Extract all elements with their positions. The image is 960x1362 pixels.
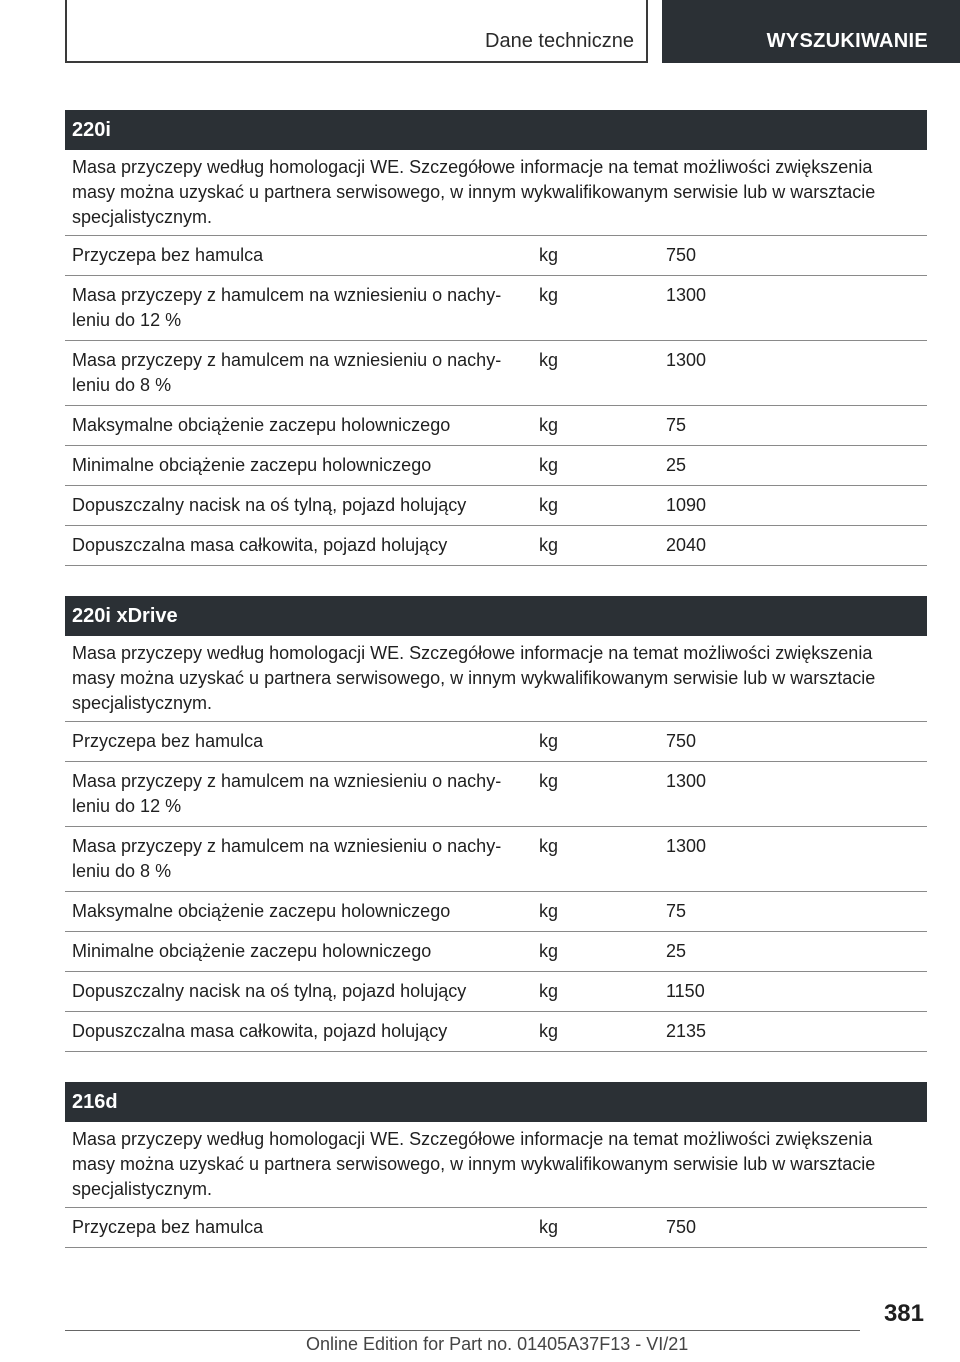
row-unit: kg bbox=[539, 1021, 559, 1041]
chapter-tab[interactable] bbox=[65, 0, 648, 63]
table-row bbox=[65, 762, 927, 827]
row-label: Masa przyczepy z hamulcem na wzniesieniu o nachy-leniu do 12 % bbox=[72, 771, 502, 816]
row-value: 1300 bbox=[666, 285, 707, 305]
row-unit: kg bbox=[539, 350, 559, 370]
edition-text: Online Edition for Part no. 01405A37F13 - VI/21 bbox=[306, 1334, 689, 1354]
row-unit: kg bbox=[539, 1217, 559, 1237]
search-tab[interactable] bbox=[662, 0, 960, 63]
row-label: Maksymalne obciążenie zaczepu holowniczego bbox=[72, 415, 451, 435]
row-value: 750 bbox=[666, 731, 697, 751]
row-label: Przyczepa bez hamulca bbox=[72, 731, 264, 751]
row-value: 2040 bbox=[666, 535, 707, 555]
row-label: Minimalne obciążenie zaczepu holowniczego bbox=[72, 455, 432, 475]
table-row bbox=[65, 892, 927, 932]
row-value: 1300 bbox=[666, 771, 707, 791]
section-description: Masa przyczepy według homologacji WE. Szczegółowe informacje na temat możliwości zwiększenia masy można uzyskać u partnera serwisowego, w innym wykwalifikowanym serwisie lub w warsztacie specjalistycznym. bbox=[65, 1122, 927, 1208]
table-row bbox=[65, 341, 927, 406]
row-value: 750 bbox=[666, 1217, 697, 1237]
table-row bbox=[65, 932, 927, 972]
table-row bbox=[65, 827, 927, 892]
section-title: 220i bbox=[65, 110, 927, 150]
row-label: Masa przyczepy z hamulcem na wzniesieniu o nachy-leniu do 12 % bbox=[72, 285, 502, 330]
row-label: Przyczepa bez hamulca bbox=[72, 245, 264, 265]
search-label: WYSZUKIWANIE bbox=[766, 30, 928, 52]
section-title: 216d bbox=[65, 1082, 927, 1122]
spec-content bbox=[65, 110, 927, 1278]
table-row bbox=[65, 446, 927, 486]
table-row bbox=[65, 526, 927, 566]
row-label: Dopuszczalny nacisk na oś tylną, pojazd holujący bbox=[72, 981, 467, 1001]
spec-section bbox=[65, 596, 927, 1052]
table-row bbox=[65, 1208, 927, 1248]
row-unit: kg bbox=[539, 901, 559, 921]
spec-section bbox=[65, 110, 927, 566]
row-unit: kg bbox=[539, 981, 559, 1001]
page-header bbox=[0, 0, 960, 66]
row-value: 25 bbox=[666, 455, 687, 475]
table-row bbox=[65, 486, 927, 526]
row-value: 750 bbox=[666, 245, 697, 265]
row-unit: kg bbox=[539, 285, 559, 305]
row-unit: kg bbox=[539, 245, 559, 265]
row-unit: kg bbox=[539, 836, 559, 856]
row-label: Dopuszczalna masa całkowita, pojazd holujący bbox=[72, 1021, 448, 1041]
row-value: 1300 bbox=[666, 350, 707, 370]
row-unit: kg bbox=[539, 771, 559, 791]
table-row bbox=[65, 236, 927, 276]
row-value: 1150 bbox=[666, 981, 705, 1001]
table-row bbox=[65, 1012, 927, 1052]
row-unit: kg bbox=[539, 455, 559, 475]
row-unit: kg bbox=[539, 495, 559, 515]
spec-section bbox=[65, 1082, 927, 1248]
row-value: 2135 bbox=[666, 1021, 707, 1041]
row-value: 75 bbox=[666, 901, 687, 921]
row-label: Dopuszczalny nacisk na oś tylną, pojazd holujący bbox=[72, 495, 467, 515]
page-footer bbox=[0, 1290, 960, 1362]
row-label: Maksymalne obciążenie zaczepu holowniczego bbox=[72, 901, 451, 921]
row-value: 75 bbox=[666, 415, 687, 435]
page-number: 381 bbox=[883, 1300, 924, 1327]
row-value: 1090 bbox=[666, 495, 707, 515]
section-description: Masa przyczepy według homologacji WE. Szczegółowe informacje na temat możliwości zwiększenia masy można uzyskać u partnera serwisowego, w innym wykwalifikowanym serwisie lub w warsztacie specjalistycznym. bbox=[65, 636, 927, 722]
row-label: Przyczepa bez hamulca bbox=[72, 1217, 264, 1237]
row-label: Dopuszczalna masa całkowita, pojazd holujący bbox=[72, 535, 448, 555]
row-unit: kg bbox=[539, 415, 559, 435]
table-row bbox=[65, 276, 927, 341]
table-row bbox=[65, 722, 927, 762]
row-label: Minimalne obciążenie zaczepu holowniczego bbox=[72, 941, 432, 961]
table-row bbox=[65, 406, 927, 446]
row-label: Masa przyczepy z hamulcem na wzniesieniu o nachy-leniu do 8 % bbox=[72, 836, 502, 881]
table-row bbox=[65, 972, 927, 1012]
row-unit: kg bbox=[539, 731, 559, 751]
section-description: Masa przyczepy według homologacji WE. Szczegółowe informacje na temat możliwości zwiększenia masy można uzyskać u partnera serwisowego, w innym wykwalifikowanym serwisie lub w warsztacie specjalistycznym. bbox=[65, 150, 927, 236]
row-label: Masa przyczepy z hamulcem na wzniesieniu o nachy-leniu do 8 % bbox=[72, 350, 502, 395]
section-title: 220i xDrive bbox=[65, 596, 927, 636]
footer-divider bbox=[65, 1330, 860, 1331]
row-unit: kg bbox=[539, 941, 559, 961]
chapter-title: Dane techniczne bbox=[485, 30, 634, 52]
row-value: 1300 bbox=[666, 836, 707, 856]
row-unit: kg bbox=[539, 535, 559, 555]
row-value: 25 bbox=[666, 941, 687, 961]
